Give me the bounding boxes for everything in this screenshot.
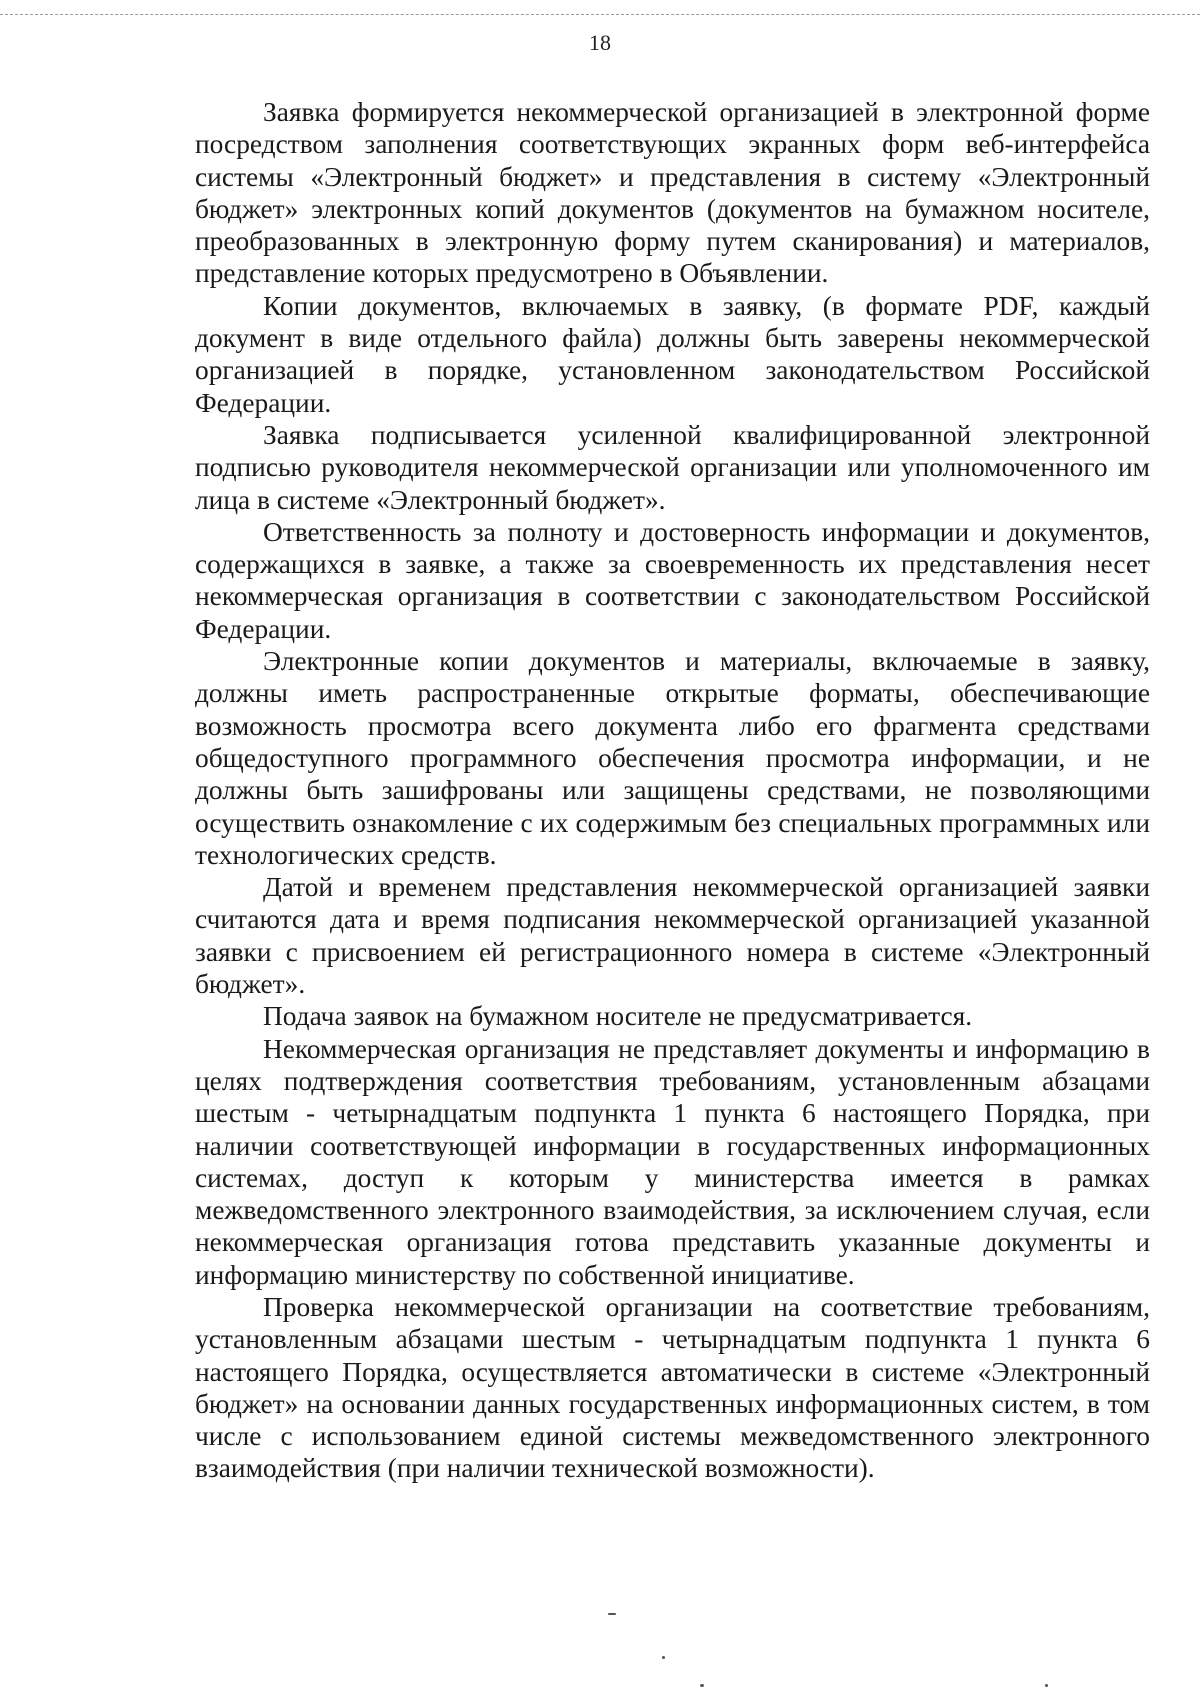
paragraph-no-paper: Подача заявок на бумажном носителе не предусматривается.: [263, 1001, 973, 1032]
paragraph-electronic-formats: Электронные копии документов и материалы, включаемые в заявку, должны иметь распространенные открытые форматы, обеспечивающие возможность просмотра всего документа либо его фрагмента средствами общедоступного программного обеспечения просмотра информации, и не должны быть зашифрованы или защищены средствами, не позволяющими осуществить ознакомление с их содержимым без специальных программных или технологических средств.: [195, 646, 1150, 870]
paragraph-application-forming: Заявка формируется некоммерческой организацией в электронной форме посредством заполнения соответствующих экранных форм веб-интерфейса системы «Электронный бюджет» и представления в систему «Электронный бюджет» электронных копий документов (документов на бумажном носителе, преобразованных в электронную форму путем сканирования) и материалов, представление которых предусмотрено в Объявлении.: [195, 97, 1150, 289]
paragraph-document-copies: Копии документов, включаемых в заявку, (в формате PDF, каждый документ в виде отдельного файла) должны быть заверены некоммерческой организацией в порядке, установленном законодательством Российской Федерации.: [195, 290, 1150, 418]
scan-speck: [1045, 1684, 1048, 1687]
paragraph-interagency-info: Некоммерческая организация не представляет документы и информацию в целях подтверждения соответствия требованиям, установленным абзацами шестым - четырнадцатым подпункта 1 пункта 6 настоящего Порядка, при наличии соответствующей информации в государственных информационных системах, доступ к которым у министерства имеется в рамках межведомственного электронного взаимодействия, за исключением случая, если некоммерческая организация готова представить указанные документы и информацию министерству по собственной инициативе.: [195, 1033, 1150, 1290]
page-number: 18: [589, 30, 611, 55]
paragraph-signature: Заявка подписывается усиленной квалифицированной электронной подписью руководителя некоммерческой организации или уполномоченного им лица в системе «Электронный бюджет».: [195, 419, 1150, 515]
paragraph-responsibility: Ответственность за полноту и достоверность информации и документов, содержащихся в заявке, а также за своевременность их представления несет некоммерческая организация в соответствии с законодательством Российской Федерации.: [195, 516, 1150, 644]
scan-speck: [662, 1656, 665, 1659]
scan-speck: [608, 1613, 616, 1615]
scan-top-edge-line: [0, 14, 1200, 15]
paragraph-automatic-check: Проверка некоммерческой организации на соответствие требованиям, установленным абзацами шестым - четырнадцатым подпункта 1 пункта 6 настоящего Порядка, осуществляется автоматически в системе «Электронный бюджет» на основании данных государственных информационных систем, в том числе с использованием единой системы межведомственного электронного взаимодействия (при наличии технической возможности).: [195, 1291, 1150, 1484]
paragraph-submission-date: Датой и временем представления некоммерческой организацией заявки считаются дата и время подписания некоммерческой организацией указанной заявки с присвоением ей регистрационного номера в системе «Электронный бюджет».: [195, 872, 1150, 1000]
document-body: [195, 96, 1150, 1485]
scan-speck: [700, 1684, 704, 1687]
